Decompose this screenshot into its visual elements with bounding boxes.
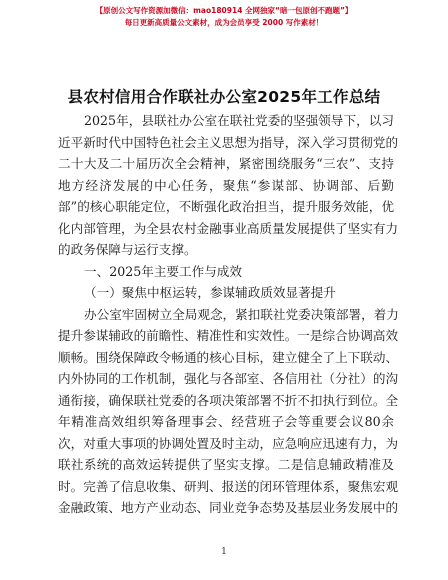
- paragraph-line: 的政务保障与运行支撑。: [58, 242, 197, 257]
- subsection-heading: （一）聚焦中枢运转，参谋辅政质效显著提升: [84, 285, 336, 300]
- page-number: 1: [221, 547, 227, 557]
- paragraph-line: 顺畅。围绕保障政令畅通的核心目标，建立健全了上下联动、: [58, 349, 399, 365]
- paragraph-line: 近平新时代中国特色社会主义思想为指导，深入学习贯彻党的: [58, 134, 399, 150]
- document-body: [58, 110, 399, 519]
- paragraph-line: 时。完善了信息收集、研判、报送的闭环管理体系，聚焦宏观: [58, 478, 399, 494]
- promo-banner-line-2: 每日更新高质量公文素材，成为会员享受 2000 写作素材！: [124, 18, 324, 27]
- paragraph-line: 次，对重大事项的协调处置及时主动，应急响应迅速有力，为: [58, 435, 399, 451]
- section-heading: 一、2025年主要工作与成效: [84, 263, 242, 279]
- paragraph-line: 办公室牢固树立全局观念，紧扣联社党委决策部署，着力: [84, 306, 399, 322]
- paragraph-line: 联社系统的高效运转提供了坚实支撑。二是信息辅政精准及: [58, 457, 394, 472]
- paragraph-line: 部”的核心职能定位，不断强化政治担当，提升服务效能，优: [58, 199, 394, 214]
- paragraph-line: 金融政策、地方产业动态、同业竞争态势及基层业务发展中的: [58, 500, 399, 515]
- paragraph-line: 二十大及二十届历次全会精神，紧密围绕服务“三农”、支持: [58, 156, 394, 171]
- paragraph-line: 通衔接，确保联社党委的各项决策部署不折不扣执行到位。全: [58, 392, 399, 408]
- paragraph-line: 提升参谋辅政的前瞻性、精准性和实效性。一是综合协调高效: [58, 328, 399, 343]
- paragraph-line: 2025年，县联社办公室在联社党委的坚强领导下，以习: [84, 113, 394, 128]
- promo-banner-line-1: 【原创公文写作资源加微信：mao180914 全网独家“暗一包原创不跑题”】: [95, 6, 353, 15]
- paragraph-line: 地方经济发展的中心任务，聚焦“参谋部、协调部、后勤: [58, 177, 394, 193]
- paragraph-line: 内外协同的工作机制，强化与各部室、各信用社（分社）的沟: [58, 371, 399, 386]
- document-title: 县农村信用合作联社办公室2025年工作总结: [67, 88, 381, 106]
- paragraph-line: 年精准高效组织筹备理事会、经营班子会等重要会议80余: [58, 414, 394, 429]
- paragraph-line: 化内部管理，为全县农村金融事业高质量发展提供了坚实有力: [58, 220, 399, 236]
